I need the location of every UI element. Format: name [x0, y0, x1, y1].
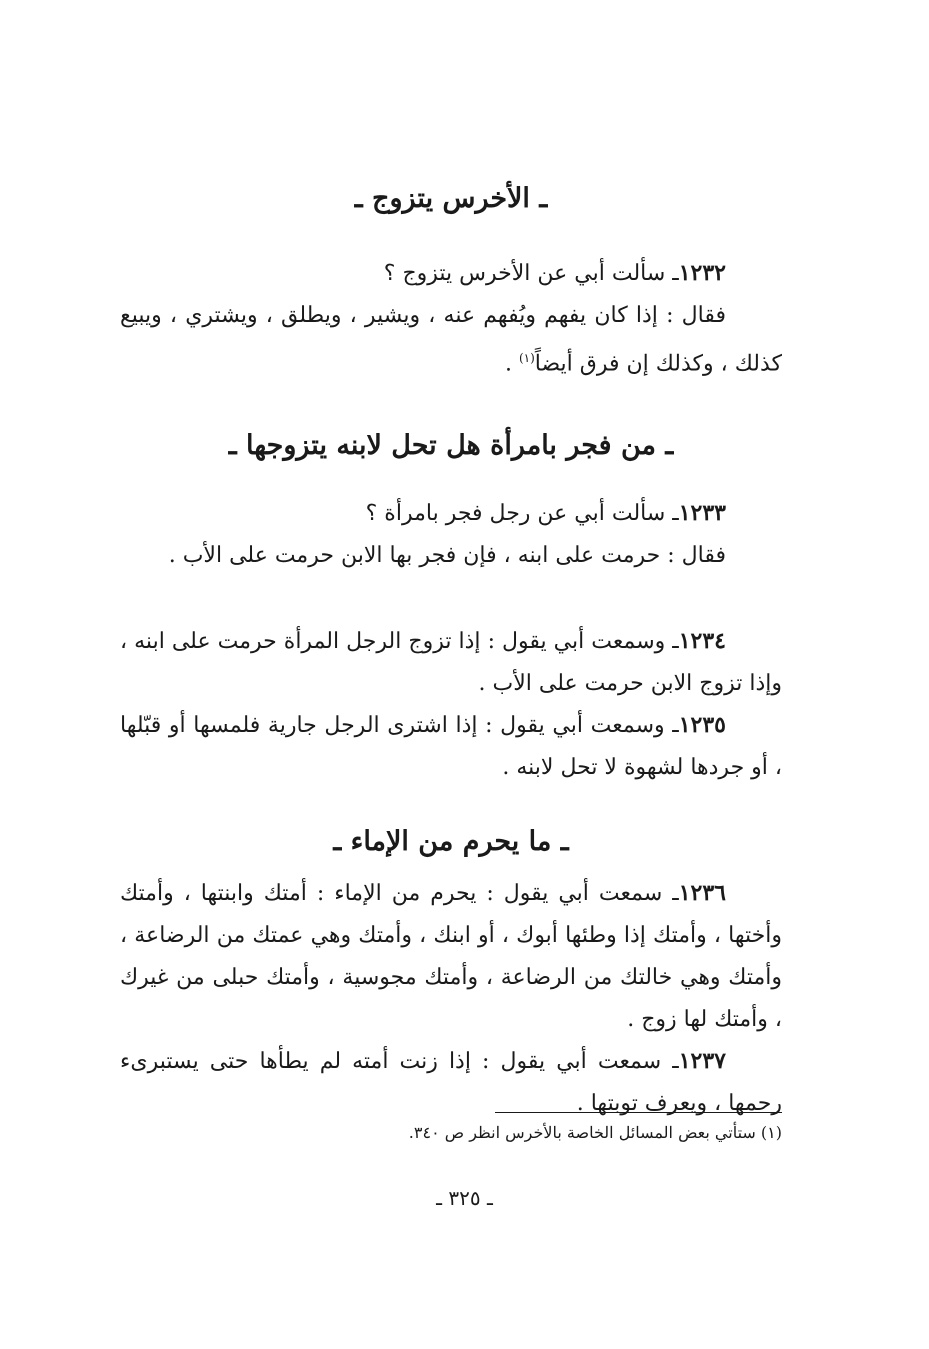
entry-1234: [120, 620, 782, 705]
entry-1236-body: [120, 872, 782, 1041]
page-number: ـ ٣٢٥ ـ: [436, 1186, 493, 1210]
entry-1235-body: [120, 704, 782, 789]
entry-number: ١٢٣٦: [678, 880, 726, 906]
entry-text: ـ سمعت أبي يقول : يحرم من الإماء : أمتك وابنتها ، وأمتك وأختها ، وأمتك إذا وطئها أبوك ، أو ابنك ، وأمتك وهي عمتك من الرضاعة ، وأمتك وهي خالتك من الرضاعة ، وأمتك مجوسية ، وأمتك حبلى من غيرك ، وأمتك لها زوج .: [120, 881, 782, 1032]
entry-text: ـ سمعت أبي يقول : إذا زنت أمته لم يطأها حتى يستبرىء رحمها ، ويعرف توبتها .: [120, 1049, 782, 1116]
footnote-divider: [495, 1112, 782, 1113]
footnote-ref: (١): [518, 351, 535, 365]
entry-question: ـ سألت أبي عن الأخرس يتزوج ؟: [383, 261, 679, 286]
section-heading-adultery: ـ من فجر بامرأة هل تحل لابنه يتزوجها ـ: [228, 430, 674, 461]
entry-1232-answer: فقال : إذا كان يفهم ويُفهم عنه ، ويشير ، ويطلق ، ويشتري ، ويبيع كذلك ، وكذلك إن فرق أيضاً$^{(١)}$ .: [120, 303, 782, 377]
entry-number: ١٢٣٤: [678, 628, 726, 654]
section-heading-slave-women: ـ ما يحرم من الإماء ـ: [333, 826, 569, 857]
footnote: (١) ستأتي بعض المسائل الخاصة بالأخرس انظر ص ٣٤٠.: [408, 1123, 782, 1142]
entry-question: ـ سألت أبي عن رجل فجر بامرأة ؟: [365, 501, 679, 526]
entry-1236: [120, 872, 782, 1041]
entry-number: ١٢٣٣: [678, 500, 726, 526]
entry-number: ١٢٣٧: [678, 1048, 726, 1074]
entry-1232-question: [120, 252, 782, 295]
entry-number: ١٢٣٢: [678, 260, 726, 286]
entry-1234-body: [120, 620, 782, 705]
entry-text: ـ وسمعت أبي يقول : إذا اشترى الرجل جارية فلمسها أو قبّلها ، أو جردها لشهوة لا تحل لابنه .: [120, 713, 782, 780]
entry-number: ١٢٣٥: [678, 712, 726, 738]
section-heading-mute-marriage: ـ الأخرس يتزوج ـ: [354, 183, 548, 214]
entry-1233: [120, 492, 782, 577]
entry-text: ـ وسمعت أبي يقول : إذا تزوج الرجل المرأة حرمت على ابنه ، وإذا تزوج الابن حرمت على الأب .: [120, 629, 782, 696]
entry-1235: [120, 704, 782, 789]
entry-answer: فقال : إذا كان يفهم ويُفهم عنه ، ويشير ، ويطلق ، ويشتري ، ويبيع كذلك ، وكذلك إن فرق أيضاً: [120, 303, 782, 377]
entry-1232: [120, 252, 782, 385]
entry-1233-answer: فقال : حرمت على ابنه ، فإن فجر بها الابن حرمت على الأب .: [168, 543, 726, 568]
entry-1233-question: [120, 492, 782, 535]
